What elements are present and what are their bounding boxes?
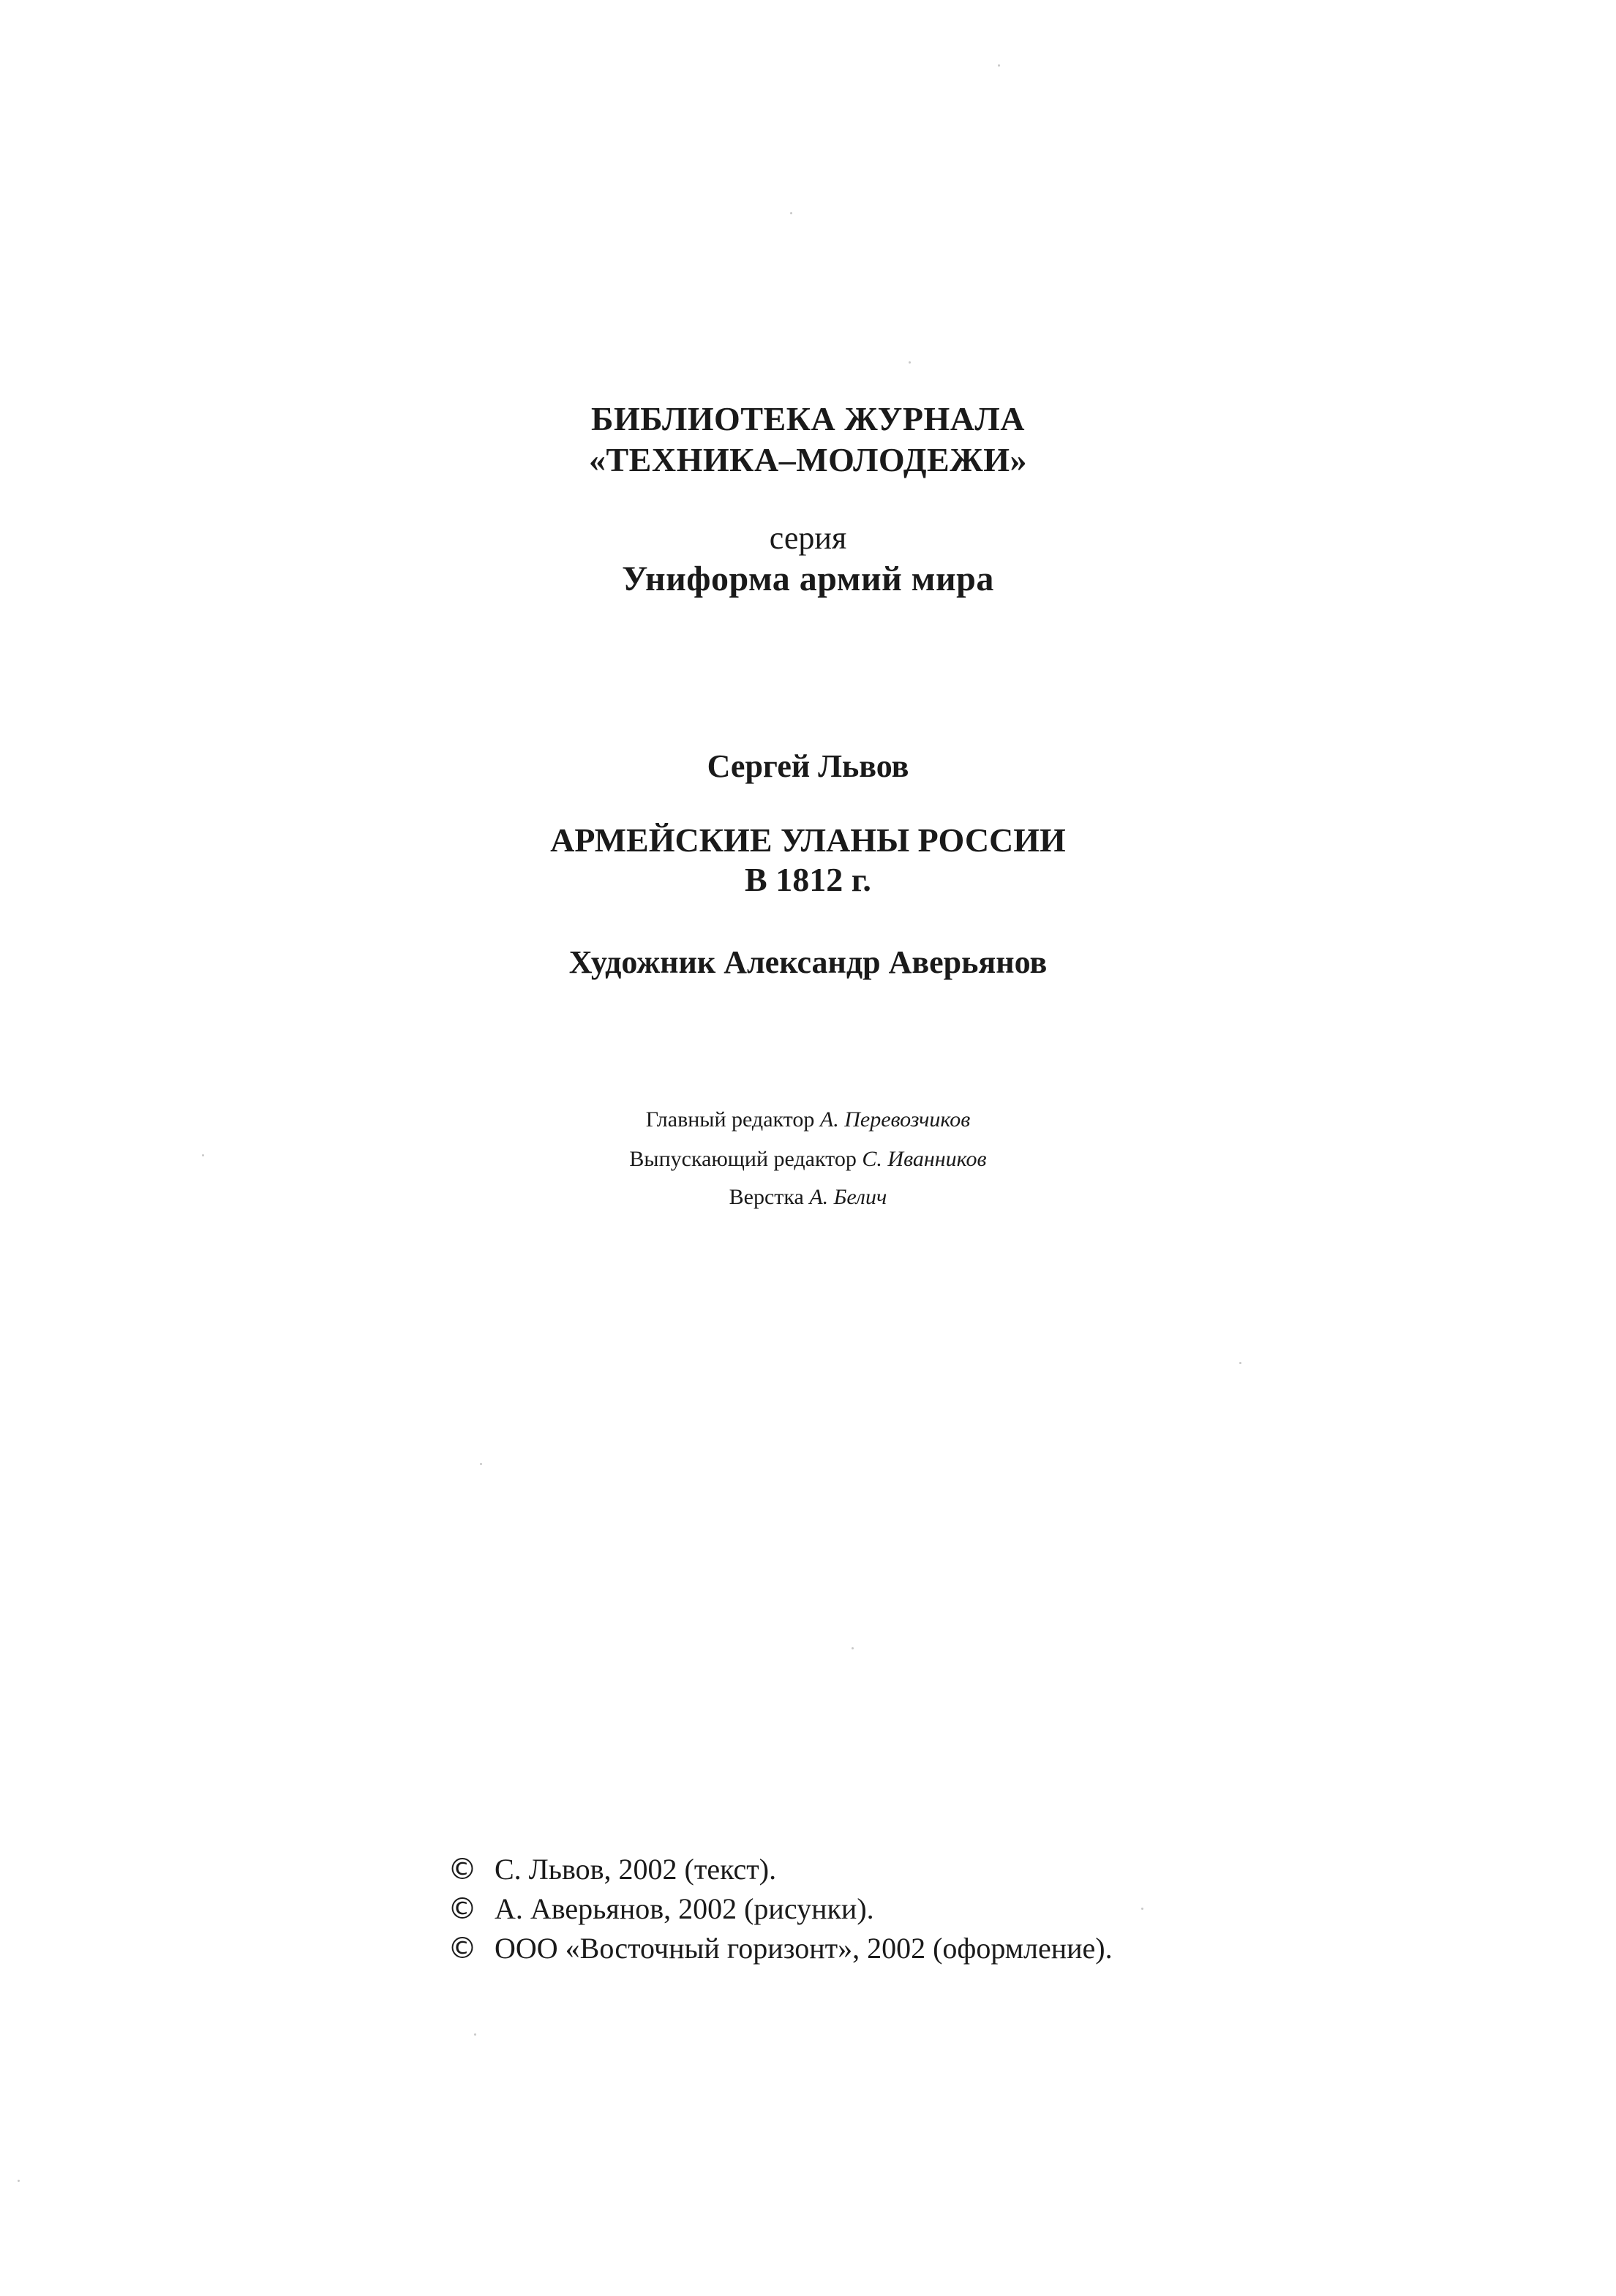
- credit-role: Верстка: [729, 1185, 804, 1209]
- author-name: Сергей Львов: [707, 748, 909, 784]
- scan-speck: [202, 1154, 204, 1156]
- book-title-line2: В 1812 г.: [745, 861, 871, 898]
- series-title: Униформа армий мира: [622, 560, 994, 598]
- copyright-design: [448, 1931, 1113, 1965]
- series-label: серия: [769, 520, 847, 556]
- library-name-line1: БИБЛИОТЕКА ЖУРНАЛА: [591, 400, 1025, 437]
- scan-speck: [852, 1647, 854, 1649]
- scan-speck: [998, 64, 1000, 67]
- credit-person: А. Перевозчиков: [819, 1107, 971, 1132]
- copyright-line: ООО «Восточный горизонт», 2002 (оформление).: [495, 1932, 1113, 1965]
- library-name-line2: «ТЕХНИКА–МОЛОДЕЖИ»: [589, 441, 1027, 478]
- scan-speck: [909, 361, 911, 364]
- scan-speck: [480, 1463, 482, 1465]
- scan-speck: [18, 2180, 20, 2182]
- copyright-icon: ©: [448, 1932, 477, 1965]
- credit-layout: [0, 1185, 1616, 1210]
- copyright-illustrations: [448, 1892, 874, 1926]
- scan-speck: [1239, 1362, 1241, 1364]
- scan-speck: [474, 2033, 476, 2036]
- copyright-icon: ©: [448, 1892, 477, 1926]
- artist-name: Художник Александр Аверьянов: [568, 944, 1048, 980]
- copyright-line: А. Аверьянов, 2002 (рисунки).: [495, 1892, 874, 1925]
- book-title-line1: АРМЕЙСКИЕ УЛАНЫ РОССИИ: [550, 821, 1066, 859]
- credit-role: Выпускающий редактор: [629, 1147, 857, 1171]
- credit-person: С. Иванников: [862, 1147, 987, 1171]
- credit-chief-editor: [0, 1107, 1616, 1132]
- copyright-line: С. Львов, 2002 (текст).: [495, 1853, 777, 1886]
- credit-person: А. Белич: [809, 1185, 887, 1209]
- scan-speck: [1141, 1908, 1143, 1910]
- scan-speck: [790, 212, 792, 214]
- credit-role: Главный редактор: [645, 1107, 815, 1132]
- copyright-text: [448, 1852, 776, 1886]
- credit-managing-editor: [0, 1147, 1616, 1172]
- copyright-icon: ©: [448, 1853, 477, 1886]
